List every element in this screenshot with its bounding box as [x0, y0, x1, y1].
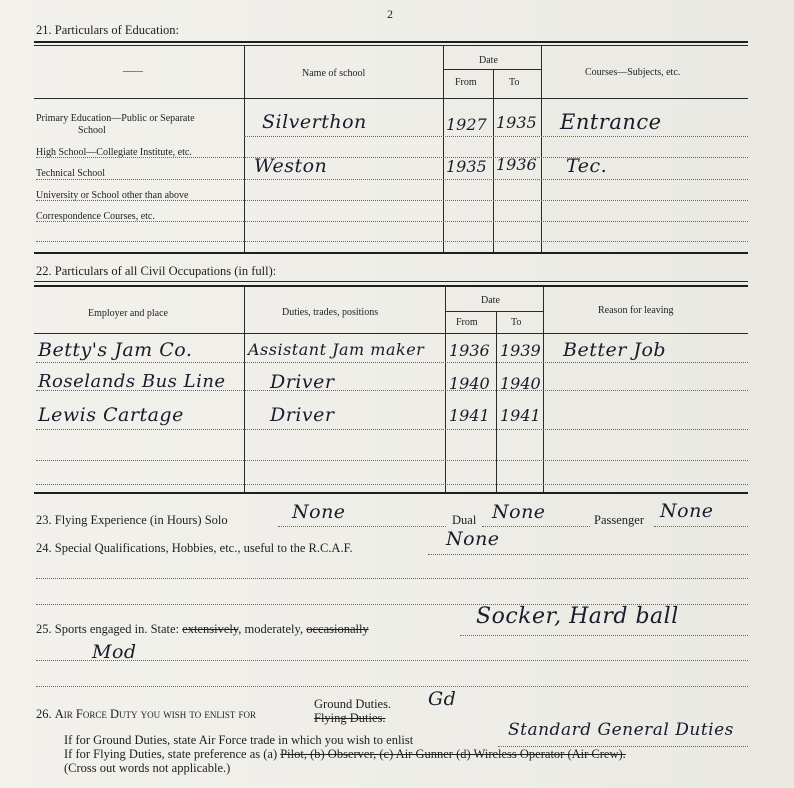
sports-opt-extensively: extensively: [182, 622, 239, 636]
answer-line: [482, 526, 590, 527]
duty-mark: Gd: [428, 688, 457, 710]
flying-dual-label: Dual: [452, 513, 477, 527]
duty-trade-label: If for Ground Duties, state Air Force trade in which you wish to enlist: [64, 733, 414, 747]
answer-line: [36, 686, 748, 687]
duty-preference: [64, 747, 626, 762]
occupations-col-duties: Duties, trades, positions: [282, 307, 379, 318]
occ-from-value: 1940: [449, 374, 490, 393]
education-col-school: Name of school: [302, 68, 366, 79]
education-col-blank: ——: [123, 66, 143, 77]
flying-label: 23. Flying Experience (in Hours) Solo: [36, 513, 228, 527]
occupations-title: 22. Particulars of all Civil Occupations (in full):: [36, 264, 277, 278]
answer-line: [36, 660, 748, 661]
occ-employer-value: Lewis Cartage: [38, 404, 184, 426]
occupations-col-employer: Employer and place: [88, 308, 168, 319]
sports-value: Socker, Hard ball: [476, 604, 679, 629]
divider: [34, 281, 748, 282]
edu-row-label: School: [78, 125, 106, 136]
flying-passenger-label: Passenger: [594, 513, 644, 527]
duty-preference-label: If for Flying Duties, state preference as (a): [64, 747, 278, 761]
answer-line: [278, 526, 446, 527]
sports-opt-moderately: , moderately,: [238, 622, 304, 636]
occ-employer-value: Roselands Bus Line: [38, 371, 226, 392]
occ-to-value: 1941: [500, 406, 541, 425]
edu-school-value: Weston: [254, 155, 328, 177]
divider: [34, 41, 748, 43]
divider: [34, 45, 748, 46]
answer-line: [460, 635, 748, 636]
answer-line: [654, 526, 748, 527]
occ-to-value: 1940: [500, 374, 541, 393]
edu-row-label: High School—Collegiate Institute, etc.: [36, 147, 192, 158]
occupations-col-to: To: [511, 317, 522, 328]
sports-prefix: 25. Sports engaged in. State:: [36, 622, 180, 636]
edu-row-label: Technical School: [36, 168, 105, 179]
sports-value-2: Mod: [92, 641, 137, 663]
page-number: 2: [387, 7, 393, 21]
occ-duties-value: Driver: [270, 371, 335, 393]
occupations-col-from: From: [456, 317, 478, 328]
answer-line: [428, 554, 748, 555]
edu-row-label: University or School other than above: [36, 190, 189, 201]
education-col-to: To: [509, 77, 520, 88]
occ-duties-value: Driver: [270, 404, 335, 426]
divider: [34, 285, 748, 287]
duty-ground: Ground Duties.: [314, 697, 392, 711]
edu-row-label: Correspondence Courses, etc.: [36, 211, 155, 222]
duty-text: Air Force Duty you wish to enlist for: [54, 707, 256, 721]
occ-from-value: 1941: [449, 406, 490, 425]
occ-reason-value: Better Job: [563, 339, 667, 361]
duty-trade-value: Standard General Duties: [508, 720, 734, 740]
edu-row-label: Primary Education—Public or Separate: [36, 113, 195, 124]
duty-preference-options: Pilot, (b) Observer, (c) Air Gunner (d) Wireless Operator (Air Crew).: [280, 747, 626, 761]
flying-solo-value: None: [292, 501, 346, 523]
occ-to-value: 1939: [500, 341, 541, 360]
answer-line: [36, 578, 748, 579]
special-value: None: [446, 528, 500, 550]
education-col-from: From: [455, 77, 477, 88]
occupations-col-reason: Reason for leaving: [598, 305, 674, 316]
duty-number: 26.: [36, 707, 52, 721]
occ-duties-value: Assistant Jam maker: [248, 340, 425, 359]
special-label: 24. Special Qualifications, Hobbies, etc., useful to the R.C.A.F.: [36, 541, 353, 555]
sports-opt-occasionally: occasionally: [306, 622, 369, 636]
occupations-col-date: Date: [481, 295, 500, 306]
edu-courses-value: Tec.: [566, 155, 608, 177]
edu-courses-value: Entrance: [560, 110, 662, 134]
flying-dual-value: None: [492, 501, 546, 523]
education-col-courses: Courses—Subjects, etc.: [585, 67, 681, 78]
occ-from-value: 1936: [449, 341, 490, 360]
edu-from-value: 1927: [446, 115, 487, 134]
edu-to-value: 1935: [496, 113, 537, 132]
education-title: 21. Particulars of Education:: [36, 23, 180, 37]
flying-passenger-value: None: [660, 500, 714, 522]
edu-to-value: 1936: [496, 155, 537, 174]
duty-label: [36, 707, 256, 722]
sports-label: [36, 622, 369, 637]
duty-note: (Cross out words not applicable.): [64, 761, 231, 775]
edu-school-value: Silverthon: [262, 111, 367, 133]
occ-employer-value: Betty's Jam Co.: [38, 339, 193, 361]
edu-from-value: 1935: [446, 157, 487, 176]
duty-flying: Flying Duties.: [314, 711, 386, 725]
education-col-date: Date: [479, 55, 498, 66]
